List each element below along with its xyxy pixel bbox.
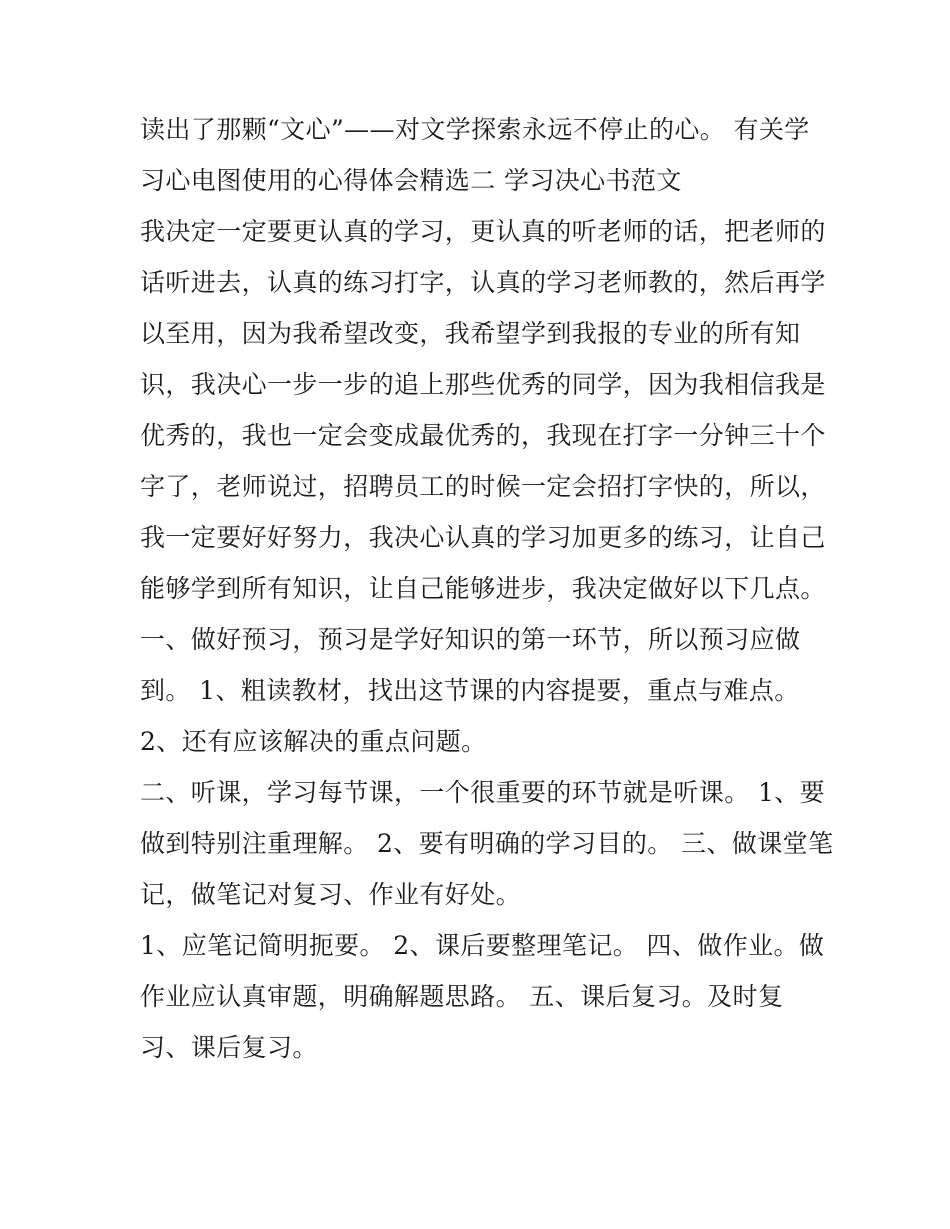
text-line-3: 我决定一定要更认真的学习，更认真的听老师的话，把老师的	[140, 217, 826, 246]
text-line-14: 二、听课，学习每节课，一个很重要的环节就是听课。 1、要	[140, 778, 826, 807]
text-line-4: 话听进去，认真的练习打字，认真的学习老师教的，然后再学	[140, 268, 826, 297]
text-line-10: 能够学到所有知识，让自己能够进步，我决定做好以下几点。	[140, 574, 826, 603]
text-line-6: 识，我决心一步一步的追上那些优秀的同学，因为我相信我是	[140, 370, 826, 399]
text-line-17: 1、应笔记简明扼要。 2、课后要整理笔记。 四、做作业。做	[140, 931, 825, 960]
text-line-5: 以至用，因为我希望改变，我希望学到我报的专业的所有知	[140, 319, 801, 348]
text-line-11: 一、做好预习，预习是学好知识的第一环节，所以预习应做	[140, 625, 801, 654]
text-line-7: 优秀的，我也一定会变成最优秀的，我现在打字一分钟三十个	[140, 421, 826, 450]
text-line-9: 我一定要好好努力，我决心认真的学习加更多的练习，让自己	[140, 523, 826, 552]
text-line-13: 2、还有应该解决的重点问题。	[140, 727, 487, 756]
text-line-18: 作业应认真审题，明确解题思路。 五、课后复习。及时复	[140, 982, 784, 1011]
text-line-1: 读出了那颗“文心”——对文学探索永远不停止的心。 有关学	[140, 115, 810, 144]
text-line-12: 到。 1、粗读教材，找出这节课的内容提要，重点与难点。	[140, 676, 800, 705]
text-line-19: 习、课后复习。	[140, 1033, 318, 1062]
text-line-15: 做到特别注重理解。 2、要有明确的学习目的。 三、做课堂笔	[140, 829, 834, 858]
text-line-8: 字了，老师说过，招聘员工的时候一定会招打字快的，所以，	[140, 472, 826, 501]
text-line-2: 习心电图使用的心得体会精选二 学习决心书范文	[140, 166, 682, 195]
text-line-16: 记，做笔记对复习、作业有好处。	[140, 880, 522, 909]
